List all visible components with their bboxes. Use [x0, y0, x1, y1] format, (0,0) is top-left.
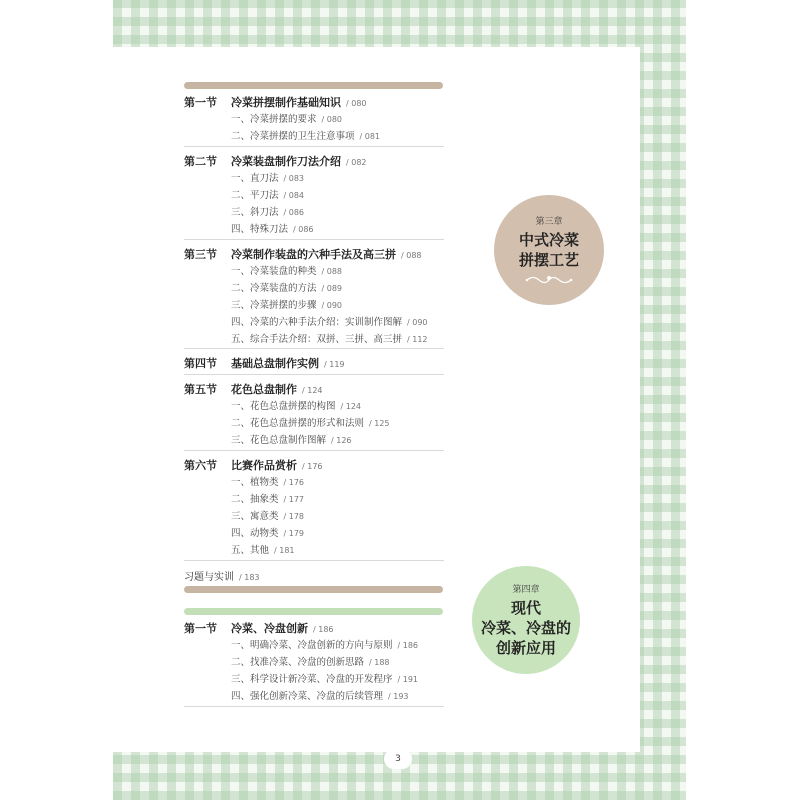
section-page: / 080: [346, 99, 367, 108]
section-page: / 124: [302, 386, 323, 395]
toc-item: 三、花色总盘制作图解 / 126: [231, 435, 352, 446]
toc-item: 一、直刀法 / 083: [231, 173, 305, 184]
toc-item: 三、科学设计新冷菜、冷盘的开发程序 / 191: [231, 674, 419, 685]
toc-item: 五、其他 / 181: [231, 545, 295, 556]
chapter3-bottom-bar: [184, 586, 443, 593]
section-number: 第六节: [184, 459, 217, 472]
toc-item: 二、冷菜拼摆的卫生注意事项 / 081: [231, 131, 381, 142]
section-title: 比赛作品赏析: [231, 459, 297, 472]
toc-item: 二、抽象类 / 177: [231, 494, 305, 505]
toc-item: 二、冷菜装盘的方法 / 089: [231, 283, 343, 294]
section-heading: [184, 94, 444, 111]
section-page: / 088: [401, 251, 422, 260]
section-number: 第五节: [184, 383, 217, 396]
section-heading: [184, 355, 444, 372]
toc-section-3-5: [184, 381, 444, 451]
section-number: 第一节: [184, 96, 217, 109]
section-title: 冷菜拼摆制作基础知识: [231, 96, 341, 109]
section-heading: [184, 381, 444, 398]
toc-item: 一、植物类 / 176: [231, 477, 305, 488]
toc-item: 二、平刀法 / 084: [231, 190, 305, 201]
toc-item: 四、强化创新冷菜、冷盘的后续管理 / 193: [231, 691, 409, 702]
chapter-title-line: 现代: [510, 599, 541, 617]
section-page: / 119: [324, 360, 345, 369]
chapter-label: 第三章: [535, 217, 563, 227]
section-page: / 186: [313, 625, 334, 634]
toc-section-3-1: [184, 94, 444, 147]
toc-item: 一、冷菜拼摆的要求 / 080: [231, 114, 343, 125]
section-heading: [184, 153, 444, 170]
toc-item: 三、寓意类 / 178: [231, 511, 305, 522]
toc-section-3-4: [184, 355, 444, 375]
toc-item: 三、冷菜拼摆的步骤 / 090: [231, 300, 343, 311]
chapter3-badge: [494, 195, 604, 305]
section-title: 基础总盘制作实例: [231, 357, 319, 370]
section-number: 第四节: [184, 357, 217, 370]
section-title: 冷菜、冷盘创新: [231, 622, 308, 635]
toc-item: 一、冷菜装盘的种类 / 088: [231, 266, 343, 277]
toc-section-3-3: [184, 246, 444, 349]
section-page: / 082: [346, 158, 367, 167]
toc-section-3-2: [184, 153, 444, 240]
toc-item: 三、斜刀法 / 086: [231, 207, 305, 218]
toc-item: 四、动物类 / 179: [231, 528, 305, 539]
chapter-title-line: 中式冷菜: [518, 231, 579, 249]
section-heading: [184, 457, 444, 474]
toc-section-3-6: [184, 457, 444, 561]
section-title: 花色总盘制作: [231, 383, 297, 396]
toc-section-4-1: [184, 620, 444, 707]
toc-item: 二、花色总盘拼摆的形式和法则 / 125: [231, 418, 390, 429]
page-number: 3: [384, 749, 412, 769]
chapter-title-line: 创新应用: [495, 639, 556, 657]
ornament-icon: [523, 274, 575, 286]
section-number: 第三节: [184, 248, 217, 261]
section-number: 第一节: [184, 622, 217, 635]
section-page: / 176: [302, 462, 323, 471]
chapter-label: 第四章: [512, 585, 540, 595]
chapter-title-line: 冷菜、冷盘的: [480, 619, 571, 637]
chapter4-top-bar: [184, 608, 443, 615]
toc-item: 四、冷菜的六种手法介绍：实训制作图解 / 090: [231, 317, 428, 328]
section-heading: [184, 246, 444, 263]
section-title: 冷菜装盘制作刀法介绍: [231, 155, 341, 168]
toc-item: 二、找准冷菜、冷盘的创新思路 / 188: [231, 657, 390, 668]
practice-entry: 习题与实训 / 183: [184, 572, 260, 583]
toc-item: 四、特殊刀法 / 086: [231, 224, 314, 235]
toc-item: 五、综合手法介绍：双拼、三拼、高三拼 / 112: [231, 334, 428, 345]
chapter4-badge: [472, 566, 580, 674]
chapter3-top-bar: [184, 82, 443, 89]
toc-item: 一、花色总盘拼摆的构图 / 124: [231, 401, 362, 412]
toc-item: 一、明确冷菜、冷盘创新的方向与原则 / 186: [231, 640, 419, 651]
section-heading: [184, 620, 444, 637]
section-number: 第二节: [184, 155, 217, 168]
chapter-title-line: 拼摆工艺: [518, 251, 579, 269]
section-title: 冷菜制作装盘的六种手法及高三拼: [231, 248, 396, 261]
